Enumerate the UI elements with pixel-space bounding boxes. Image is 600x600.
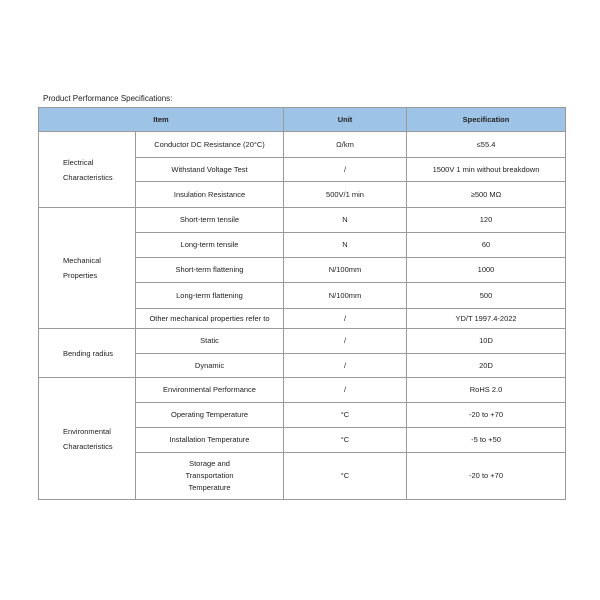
row-unit: °C xyxy=(284,428,407,453)
row-item: Conductor DC Resistance (20°C) xyxy=(136,132,284,158)
row-unit: °C xyxy=(284,403,407,428)
row-item: Dynamic xyxy=(136,354,284,378)
row-spec: -20 to +70 xyxy=(407,403,566,428)
row-item: Long-term flattening xyxy=(136,283,284,309)
group-label: Characteristics xyxy=(63,441,113,451)
table-row xyxy=(39,208,566,233)
row-item-line: Storage and xyxy=(189,459,230,468)
row-unit: Ω/km xyxy=(284,132,407,158)
group-bending-radius xyxy=(39,329,136,378)
row-unit: N/100mm xyxy=(284,258,407,283)
row-unit: / xyxy=(284,158,407,182)
table-caption: Product Performance Specifications: xyxy=(43,94,173,103)
table-row xyxy=(39,378,566,403)
row-spec: 500 xyxy=(407,283,566,309)
row-item: Other mechanical properties refer to xyxy=(136,309,284,329)
row-unit: / xyxy=(284,309,407,329)
row-spec: 1000 xyxy=(407,258,566,283)
row-spec: -5 to +50 xyxy=(407,428,566,453)
row-unit: / xyxy=(284,378,407,403)
row-item: Short-term flattening xyxy=(136,258,284,283)
row-unit: / xyxy=(284,354,407,378)
group-label: Properties xyxy=(63,271,98,280)
row-item: Installation Temperature xyxy=(136,428,284,453)
row-item xyxy=(136,453,284,500)
group-label: Environmental xyxy=(63,426,111,436)
header-specification: Specification xyxy=(407,108,566,132)
row-item: Short-term tensile xyxy=(136,208,284,233)
row-unit: N xyxy=(284,233,407,258)
row-unit: N xyxy=(284,208,407,233)
row-spec: ≤55.4 xyxy=(407,132,566,158)
group-label: Electrical xyxy=(63,157,94,167)
row-spec: 10D xyxy=(407,329,566,354)
row-spec: 60 xyxy=(407,233,566,258)
row-unit: °C xyxy=(284,453,407,500)
table-row xyxy=(39,329,566,354)
spec-table xyxy=(38,107,566,500)
row-unit: 500V/1 min xyxy=(284,182,407,208)
row-item-line: Temperature xyxy=(188,483,231,492)
row-item: Withstand Voltage Test xyxy=(136,158,284,182)
table-header-row xyxy=(39,108,566,132)
header-item: Item xyxy=(39,108,284,132)
group-electrical xyxy=(39,132,136,208)
row-item: Insulation Resistance xyxy=(136,182,284,208)
row-spec: -20 to +70 xyxy=(407,453,566,500)
row-unit: N/100mm xyxy=(284,283,407,309)
row-spec: 1500V 1 min without breakdown xyxy=(407,158,566,182)
header-unit: Unit xyxy=(284,108,407,132)
group-label: Bending radius xyxy=(63,348,114,358)
row-unit: / xyxy=(284,329,407,354)
row-item: Static xyxy=(136,329,284,354)
group-mechanical xyxy=(39,208,136,329)
group-label: Characteristics xyxy=(63,172,113,182)
row-item: Operating Temperature xyxy=(136,403,284,428)
table-row xyxy=(39,132,566,158)
row-item-line: Transportation xyxy=(185,471,234,480)
row-spec: ≥500 MΩ xyxy=(407,182,566,208)
row-spec: 120 xyxy=(407,208,566,233)
row-item: Environmental Performance xyxy=(136,378,284,403)
group-environmental xyxy=(39,378,136,500)
row-spec: YD/T 1997.4-2022 xyxy=(407,309,566,329)
row-spec: RoHS 2.0 xyxy=(407,378,566,403)
group-label: Mechanical xyxy=(63,256,101,265)
row-spec: 20D xyxy=(407,354,566,378)
row-item: Long-term tensile xyxy=(136,233,284,258)
